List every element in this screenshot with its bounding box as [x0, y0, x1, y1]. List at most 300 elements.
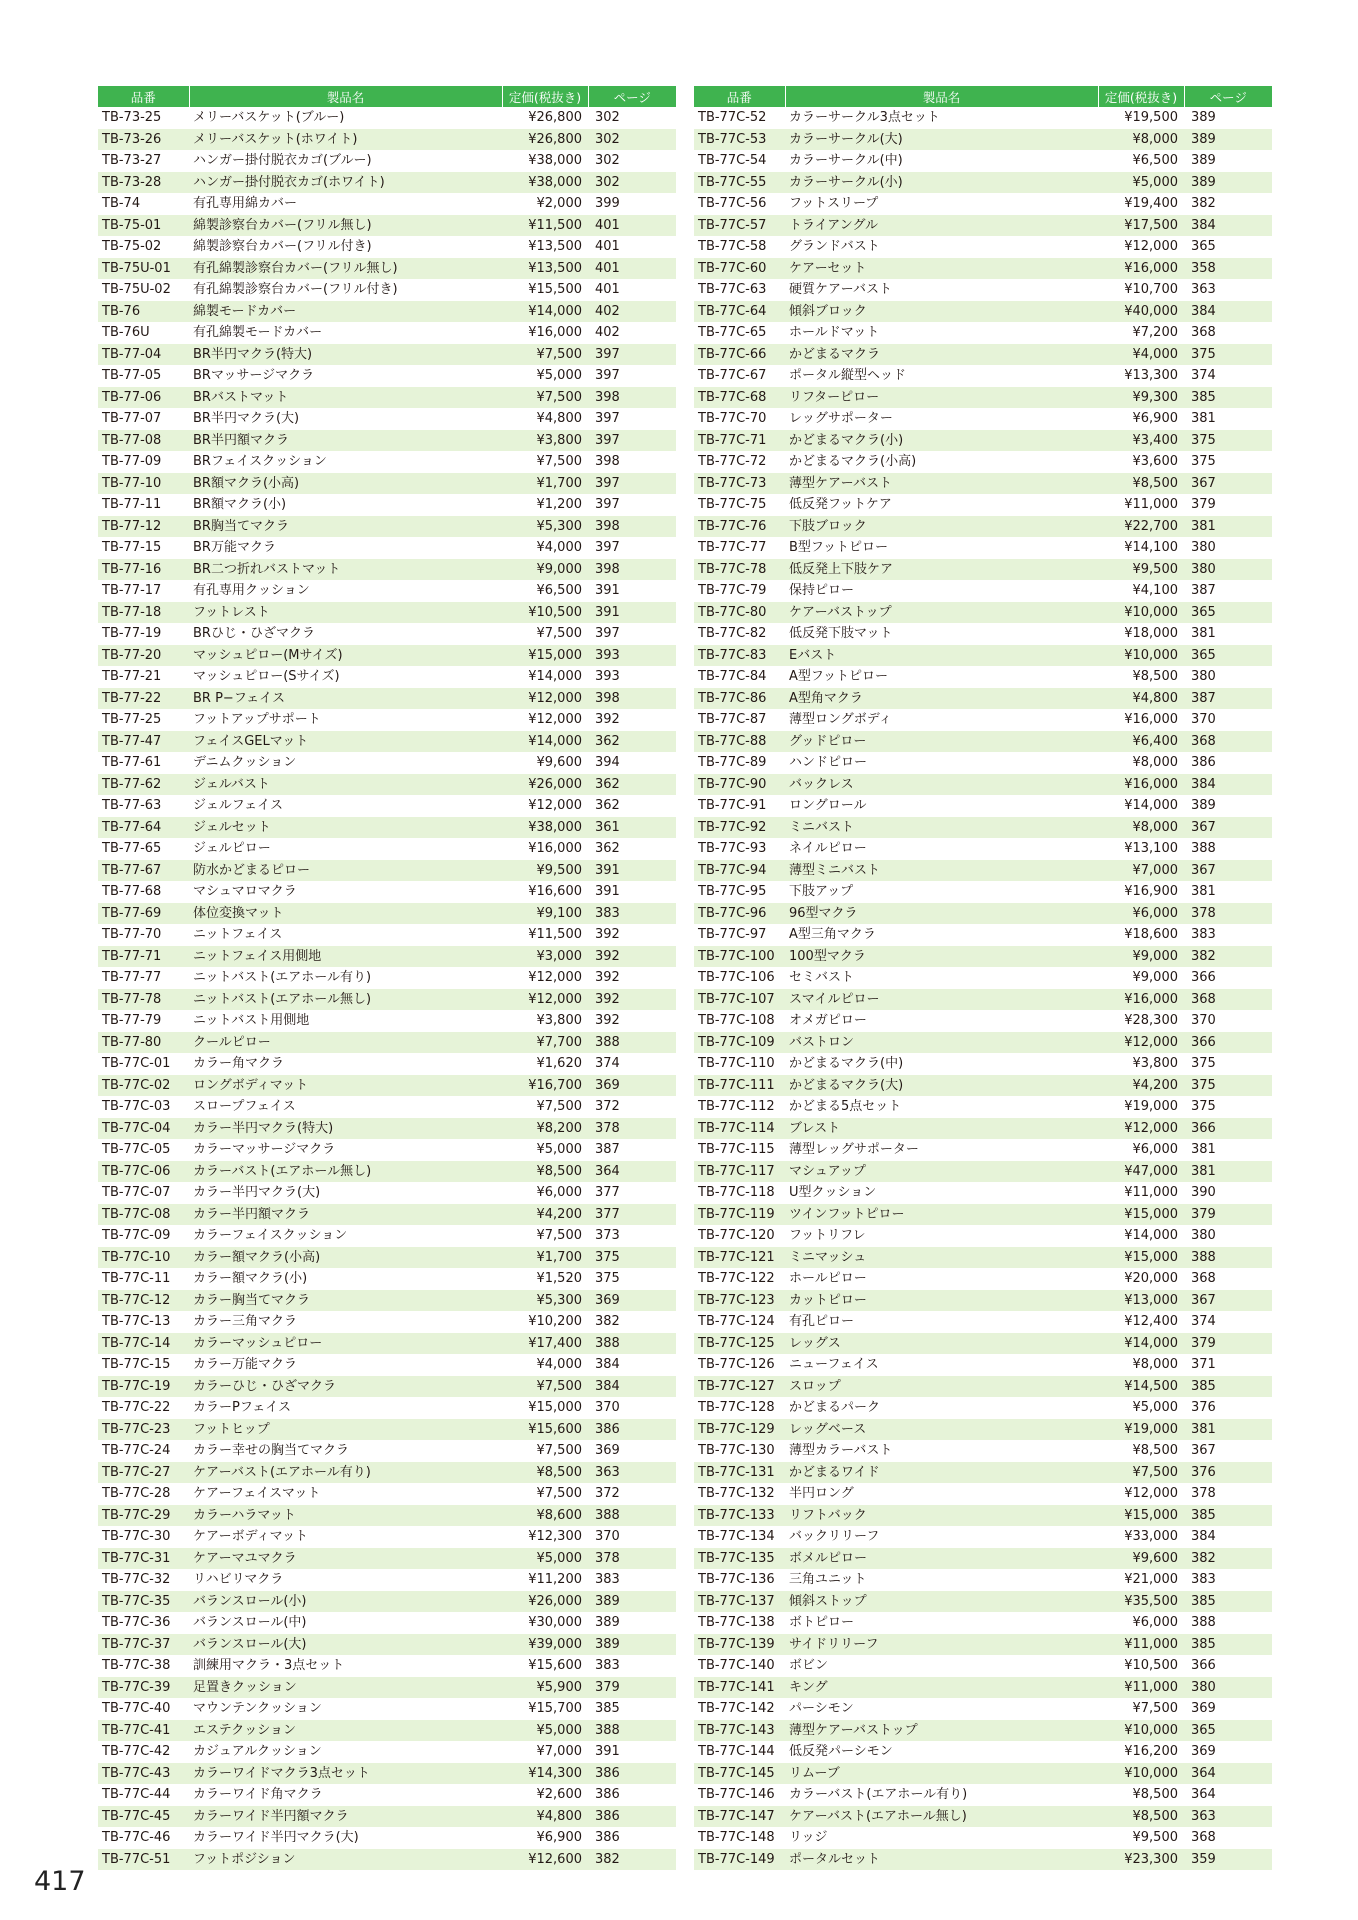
price-cell: ¥10,700	[1124, 282, 1178, 297]
price-cell: ¥9,000	[1098, 946, 1184, 968]
page-ref-cell: 391	[588, 602, 676, 624]
page-ref-cell: 386	[595, 1787, 620, 1802]
product-name-cell: リハビリマクラ	[193, 1572, 284, 1587]
page-ref-cell: 397	[588, 344, 676, 366]
product-name-cell: メリーバスケット(ブルー)	[193, 110, 345, 125]
product-code-cell: TB-77-12	[98, 516, 189, 538]
product-name-cell: BR二つ折れバストマット	[189, 559, 502, 581]
page-ref-cell: 380	[1184, 1677, 1272, 1699]
page-ref-cell: 392	[588, 946, 676, 968]
product-code-cell: TB-77C-30	[102, 1529, 171, 1544]
product-name-cell: カラーひじ・ひざマクラ	[189, 1376, 502, 1398]
price-cell: ¥16,000	[1124, 712, 1178, 727]
price-cell: ¥7,500	[536, 1443, 582, 1458]
price-cell: ¥4,000	[536, 1357, 582, 1372]
page-ref-cell: 397	[588, 430, 676, 452]
table-row	[694, 989, 1272, 1011]
page-ref-cell: 386	[588, 1806, 676, 1828]
product-code-cell: TB-77C-55	[694, 172, 785, 194]
page-number: 417	[34, 1866, 86, 1897]
price-cell: ¥4,000	[536, 540, 582, 555]
table-row	[98, 580, 676, 602]
price-cell: ¥17,400	[502, 1333, 588, 1355]
product-name-cell: ネイルピロー	[789, 841, 867, 856]
product-code-cell: TB-77-16	[98, 559, 189, 581]
product-code-cell: TB-77-22	[98, 688, 189, 710]
product-code-cell: TB-77C-39	[98, 1677, 189, 1699]
price-cell: ¥15,000	[502, 645, 588, 667]
page-ref-cell: 364	[1184, 1763, 1272, 1785]
product-code-cell: TB-77C-130	[698, 1443, 775, 1458]
product-code-cell: TB-77C-148	[698, 1830, 775, 1845]
page-ref-cell: 371	[1191, 1357, 1216, 1372]
product-code-cell: TB-77C-13	[102, 1314, 171, 1329]
price-cell: ¥26,000	[502, 1591, 588, 1613]
table-row	[694, 623, 1272, 645]
product-code-cell: TB-77C-143	[694, 1720, 785, 1742]
table-row	[694, 1634, 1272, 1656]
price-cell: ¥9,000	[1132, 970, 1178, 985]
product-name-cell: B型フットピロー	[789, 540, 889, 555]
product-name-cell: BRバストマット	[189, 387, 502, 409]
page-ref-cell: 362	[595, 841, 620, 856]
table-row	[98, 301, 676, 323]
product-code-cell: TB-77C-123	[694, 1290, 785, 1312]
product-name-cell: 保持ピロー	[789, 583, 855, 598]
page-ref-cell: 380	[1184, 559, 1272, 581]
page-ref-cell: 384	[595, 1357, 620, 1372]
page-ref-cell: 368	[1191, 1830, 1216, 1845]
price-cell: ¥26,800	[528, 110, 582, 125]
page-ref-cell: 364	[588, 1161, 676, 1183]
price-cell: ¥9,300	[1098, 387, 1184, 409]
page-ref-cell: 368	[1191, 325, 1216, 340]
price-cell: ¥16,000	[1098, 258, 1184, 280]
page-ref-cell: 382	[1191, 196, 1216, 211]
table-row	[694, 451, 1272, 473]
product-code-cell: TB-77C-91	[698, 798, 767, 813]
table-row	[98, 537, 676, 559]
price-cell: ¥8,200	[502, 1118, 588, 1140]
product-name-cell: BR万能マクラ	[193, 540, 276, 555]
table-row	[98, 193, 676, 215]
price-cell: ¥8,000	[1132, 1357, 1178, 1372]
product-code-cell: TB-77C-87	[698, 712, 767, 727]
product-code-cell: TB-77-80	[98, 1032, 189, 1054]
page-ref-cell: 388	[588, 1505, 676, 1527]
page-ref-cell: 302	[595, 153, 620, 168]
page-ref-cell: 382	[1184, 1548, 1272, 1570]
table-row	[98, 817, 676, 839]
price-cell: ¥12,000	[528, 970, 582, 985]
product-code-cell: TB-77-17	[102, 583, 162, 598]
page-ref-cell: 402	[595, 325, 620, 340]
page-ref-cell: 387	[1184, 688, 1272, 710]
product-code-cell: TB-77C-76	[694, 516, 785, 538]
table-row	[694, 1763, 1272, 1785]
product-name-cell: リッジ	[789, 1830, 828, 1845]
page-ref-cell: 390	[1191, 1185, 1216, 1200]
page-ref-cell: 385	[1184, 387, 1272, 409]
product-name-cell: ケアーフェイスマット	[193, 1486, 321, 1501]
product-code-cell: TB-77C-92	[694, 817, 785, 839]
price-cell: ¥33,000	[1124, 1529, 1178, 1544]
product-name-cell: 体位変換マット	[189, 903, 502, 925]
product-code-cell: TB-77C-145	[694, 1763, 785, 1785]
product-code-cell: TB-77C-83	[694, 645, 785, 667]
table-row	[98, 1010, 676, 1032]
table-row	[694, 580, 1272, 602]
table-row	[98, 1462, 676, 1484]
product-name-cell: カラーワイド角マクラ	[193, 1787, 323, 1802]
product-name-cell: キング	[785, 1677, 1098, 1699]
product-code-cell: TB-77C-73	[694, 473, 785, 495]
product-name-cell: かどまるマクラ(大)	[785, 1075, 1098, 1097]
table-row	[694, 838, 1272, 860]
price-cell: ¥15,500	[528, 282, 582, 297]
page-ref-cell: 380	[1191, 540, 1216, 555]
table-row	[694, 129, 1272, 151]
page-ref-cell: 370	[1191, 1013, 1216, 1028]
price-cell: ¥39,000	[502, 1634, 588, 1656]
table-row	[98, 1698, 676, 1720]
price-cell: ¥9,500	[1132, 1830, 1178, 1845]
price-cell: ¥9,600	[536, 755, 582, 770]
price-cell: ¥11,500	[502, 215, 588, 237]
page-ref-cell: 382	[595, 1314, 620, 1329]
page-ref-cell: 378	[1191, 1486, 1216, 1501]
product-code-cell: TB-77C-88	[694, 731, 785, 753]
page-ref-cell: 398	[588, 516, 676, 538]
page-ref-cell: 366	[1191, 1658, 1216, 1673]
product-code-cell: TB-77C-120	[698, 1228, 775, 1243]
product-code-cell: TB-77C-124	[698, 1314, 775, 1329]
price-cell: ¥7,500	[502, 344, 588, 366]
page-ref-cell: 389	[588, 1634, 676, 1656]
table-row	[694, 1139, 1272, 1161]
table-row	[98, 1290, 676, 1312]
price-cell: ¥10,500	[502, 602, 588, 624]
product-code-cell: TB-77C-66	[694, 344, 785, 366]
product-code-cell: TB-77C-82	[698, 626, 767, 641]
product-name-cell: 有孔専用綿カバー	[193, 196, 298, 211]
product-name-cell: ケアーバスト(エアホール有り)	[189, 1462, 502, 1484]
page-ref-cell: 369	[595, 1443, 620, 1458]
product-code-cell: TB-77-77	[102, 970, 162, 985]
price-cell: ¥13,300	[1124, 368, 1178, 383]
product-code-cell: TB-77C-106	[698, 970, 775, 985]
price-cell: ¥6,000	[1098, 903, 1184, 925]
price-cell: ¥1,520	[536, 1271, 582, 1286]
table-row	[98, 1483, 676, 1505]
product-name-cell: かどまるマクラ	[785, 344, 1098, 366]
product-name-cell: 薄型ケアーバストップ	[785, 1720, 1098, 1742]
product-name-cell: 有孔ピロー	[789, 1314, 855, 1329]
price-cell: ¥47,000	[1098, 1161, 1184, 1183]
product-code-cell: TB-77C-58	[698, 239, 767, 254]
price-cell: ¥10,000	[1098, 645, 1184, 667]
product-name-cell: カラーPフェイス	[193, 1400, 292, 1415]
page-ref-cell: 363	[1184, 1806, 1272, 1828]
product-code-cell: TB-77C-108	[698, 1013, 775, 1028]
table-row	[98, 1741, 676, 1763]
product-name-cell: バランスロール(小)	[189, 1591, 502, 1613]
table-row	[98, 752, 676, 774]
page-ref-cell: 383	[1191, 927, 1216, 942]
table-row	[98, 795, 676, 817]
table-row	[98, 408, 676, 430]
product-code-cell: TB-77C-136	[698, 1572, 775, 1587]
table-row	[694, 1526, 1272, 1548]
price-cell: ¥14,300	[502, 1763, 588, 1785]
price-cell: ¥14,100	[1124, 540, 1178, 555]
price-cell: ¥7,500	[1098, 1462, 1184, 1484]
price-cell: ¥5,300	[502, 516, 588, 538]
table-row	[694, 193, 1272, 215]
product-code-cell: TB-77C-95	[698, 884, 767, 899]
page-ref-cell: 367	[1191, 1443, 1216, 1458]
price-cell: ¥12,000	[502, 989, 588, 1011]
table-row	[694, 946, 1272, 968]
page-ref-cell: 381	[1184, 1419, 1272, 1441]
table-row	[694, 1698, 1272, 1720]
page-ref-cell: 376	[1184, 1462, 1272, 1484]
page-ref-cell: 375	[1191, 454, 1216, 469]
table-row	[98, 731, 676, 753]
product-name-cell: 半円ロング	[789, 1486, 854, 1501]
page-ref-cell: 389	[595, 1615, 620, 1630]
page-ref-cell: 364	[1191, 1787, 1216, 1802]
table-row	[98, 1376, 676, 1398]
product-code-cell: TB-77-08	[98, 430, 189, 452]
product-name-cell: カラー額マクラ(小高)	[189, 1247, 502, 1269]
product-code-cell: TB-77C-140	[698, 1658, 775, 1673]
price-cell: ¥5,000	[1132, 1400, 1178, 1415]
product-name-cell: バックレス	[785, 774, 1098, 796]
product-code-cell: TB-77C-01	[102, 1056, 171, 1071]
price-cell: ¥7,500	[536, 1099, 582, 1114]
price-cell: ¥13,500	[502, 258, 588, 280]
product-code-cell: TB-77C-133	[694, 1505, 785, 1527]
page-ref-cell: 368	[1184, 989, 1272, 1011]
product-name-cell: カラー半円額マクラ	[189, 1204, 502, 1226]
page-ref-cell: 388	[1191, 841, 1216, 856]
price-cell: ¥16,600	[528, 884, 582, 899]
product-name-cell: カラーバスト(エアホール無し)	[189, 1161, 502, 1183]
price-cell: ¥4,100	[1132, 583, 1178, 598]
product-code-cell: TB-77C-27	[98, 1462, 189, 1484]
price-cell: ¥10,200	[528, 1314, 582, 1329]
product-code-cell: TB-77C-84	[698, 669, 767, 684]
product-code-cell: TB-77C-31	[98, 1548, 189, 1570]
product-code-cell: TB-77C-89	[698, 755, 767, 770]
price-cell: ¥15,600	[528, 1658, 582, 1673]
product-code-cell: TB-77-64	[98, 817, 189, 839]
product-code-cell: TB-77C-42	[102, 1744, 171, 1759]
product-name-cell: 低反発下肢マット	[789, 626, 893, 641]
table-row	[694, 1010, 1272, 1032]
price-cell: ¥4,200	[1098, 1075, 1184, 1097]
table-row	[98, 494, 676, 516]
product-code-cell: TB-73-26	[98, 129, 189, 151]
product-code-cell: TB-77C-128	[698, 1400, 775, 1415]
product-code-cell: TB-77C-24	[102, 1443, 171, 1458]
table-body-right	[694, 107, 1272, 1870]
header-name: 製品名	[785, 86, 1098, 107]
product-code-cell: TB-77C-15	[102, 1357, 171, 1372]
price-cell: ¥16,200	[1124, 1744, 1178, 1759]
product-code-cell: TB-77C-65	[698, 325, 767, 340]
price-cell: ¥15,600	[502, 1419, 588, 1441]
product-code-cell: TB-77C-137	[694, 1591, 785, 1613]
price-cell: ¥14,000	[1098, 1333, 1184, 1355]
price-cell: ¥18,000	[1124, 626, 1178, 641]
table-row	[694, 1440, 1272, 1462]
page-ref-cell: 367	[1184, 473, 1272, 495]
table-row	[694, 1096, 1272, 1118]
product-name-cell: ボトピロー	[789, 1615, 855, 1630]
price-cell: ¥16,000	[1098, 774, 1184, 796]
page-ref-cell: 376	[1191, 1400, 1216, 1415]
product-name-cell: スロップ	[785, 1376, 1098, 1398]
table-row	[98, 623, 676, 645]
product-name-cell: 有孔綿製診察台カバー(フリル無し)	[189, 258, 502, 280]
page-ref-cell: 379	[588, 1677, 676, 1699]
product-name-cell: 薄型ケアーバスト	[785, 473, 1098, 495]
price-cell: ¥9,500	[1098, 559, 1184, 581]
table-row	[98, 989, 676, 1011]
product-name-cell: 有孔綿製診察台カバー(フリル付き)	[193, 282, 398, 297]
page-ref-cell: 386	[588, 1763, 676, 1785]
page-ref-cell: 388	[588, 1720, 676, 1742]
page-ref-cell: 375	[1184, 1075, 1272, 1097]
page-ref-cell: 383	[595, 1572, 620, 1587]
price-cell: ¥4,800	[1098, 688, 1184, 710]
product-code-cell: TB-77-68	[102, 884, 162, 899]
product-name-cell: 薄型ロングボディ	[789, 712, 892, 727]
page-ref-cell: 384	[588, 1376, 676, 1398]
product-code-cell: TB-77-11	[102, 497, 162, 512]
product-name-cell: クールピロー	[189, 1032, 502, 1054]
header-page: ページ	[588, 86, 676, 107]
price-cell: ¥10,000	[1098, 602, 1184, 624]
product-name-cell: 下肢ブロック	[785, 516, 1098, 538]
product-name-cell: BRフェイスクッション	[193, 454, 327, 469]
product-code-cell: TB-77C-121	[694, 1247, 785, 1269]
price-cell: ¥3,600	[1132, 454, 1178, 469]
page-ref-cell: 392	[595, 1013, 620, 1028]
product-code-cell: TB-77C-22	[102, 1400, 171, 1415]
product-name-cell: マウンテンクッション	[193, 1701, 322, 1716]
table-row	[694, 731, 1272, 753]
price-cell: ¥16,700	[502, 1075, 588, 1097]
product-code-cell: TB-77C-37	[98, 1634, 189, 1656]
product-code-cell: TB-77C-77	[698, 540, 767, 555]
page-ref-cell: 377	[588, 1204, 676, 1226]
price-cell: ¥15,000	[1098, 1247, 1184, 1269]
table-row	[98, 1655, 676, 1677]
price-cell: ¥6,400	[1098, 731, 1184, 753]
table-header-row	[694, 86, 1272, 107]
product-code-cell: TB-77C-144	[698, 1744, 775, 1759]
table-row	[694, 1612, 1272, 1634]
product-name-cell: BR P−フェイス	[189, 688, 502, 710]
price-cell: ¥11,000	[1098, 1677, 1184, 1699]
price-cell: ¥9,100	[502, 903, 588, 925]
product-code-cell: TB-77C-54	[698, 153, 767, 168]
page-ref-cell: 302	[588, 172, 676, 194]
price-cell: ¥12,300	[528, 1529, 582, 1544]
product-name-cell: 100型マクラ	[785, 946, 1098, 968]
table-row	[98, 602, 676, 624]
product-code-cell: TB-77C-139	[694, 1634, 785, 1656]
table-row	[98, 365, 676, 387]
page-ref-cell: 381	[1184, 1161, 1272, 1183]
page-ref-cell: 389	[588, 1591, 676, 1613]
page-ref-cell: 367	[1184, 860, 1272, 882]
table-row	[694, 1827, 1272, 1849]
product-name-cell: ツインフットピロー	[785, 1204, 1098, 1226]
product-name-cell: スマイルピロー	[785, 989, 1098, 1011]
product-code-cell: TB-77-07	[102, 411, 162, 426]
product-code-cell: TB-73-25	[102, 110, 162, 125]
page-ref-cell: 386	[595, 1830, 620, 1845]
table-row	[694, 1075, 1272, 1097]
table-row	[98, 1139, 676, 1161]
page-ref-cell: 375	[1191, 1056, 1216, 1071]
page-ref-cell: 391	[595, 583, 620, 598]
product-code-cell: TB-77C-141	[694, 1677, 785, 1699]
price-cell: ¥8,500	[502, 1161, 588, 1183]
table-row	[694, 408, 1272, 430]
price-cell: ¥9,600	[1098, 1548, 1184, 1570]
table-row	[98, 709, 676, 731]
product-code-cell: TB-77C-96	[694, 903, 785, 925]
product-name-cell: かどまるマクラ(中)	[789, 1056, 904, 1071]
page-ref-cell: 378	[588, 1548, 676, 1570]
page-ref-cell: 363	[1191, 282, 1216, 297]
product-name-cell: リフターピロー	[785, 387, 1098, 409]
price-cell: ¥7,000	[536, 1744, 582, 1759]
table-row	[98, 1526, 676, 1548]
table-row	[98, 666, 676, 688]
product-name-cell: フットポジション	[189, 1849, 502, 1871]
price-cell: ¥5,900	[502, 1677, 588, 1699]
page-ref-cell: 397	[595, 497, 620, 512]
table-row	[694, 795, 1272, 817]
product-name-cell: かどまるワイド	[785, 1462, 1098, 1484]
table-row	[694, 172, 1272, 194]
page-ref-cell: 369	[1191, 1701, 1216, 1716]
product-name-cell: カラーバスト(エアホール有り)	[789, 1787, 968, 1802]
page-ref-cell: 378	[588, 1118, 676, 1140]
page-ref-cell: 391	[595, 1744, 620, 1759]
product-name-cell: ニットバスト(エアホール無し)	[189, 989, 502, 1011]
product-code-cell: TB-77-61	[102, 755, 162, 770]
price-cell: ¥6,000	[1132, 1142, 1178, 1157]
product-code-cell: TB-77C-41	[98, 1720, 189, 1742]
table-row	[694, 215, 1272, 237]
price-cell: ¥6,500	[1132, 153, 1178, 168]
product-name-cell: カラー半円マクラ(特大)	[189, 1118, 502, 1140]
price-cell: ¥22,700	[1098, 516, 1184, 538]
table-row	[98, 236, 676, 258]
product-code-cell: TB-77-65	[102, 841, 162, 856]
page-ref-cell: 383	[1191, 1572, 1216, 1587]
page-ref-cell: 389	[1191, 153, 1216, 168]
product-name-cell: フットレスト	[189, 602, 502, 624]
page-ref-cell: 393	[588, 645, 676, 667]
